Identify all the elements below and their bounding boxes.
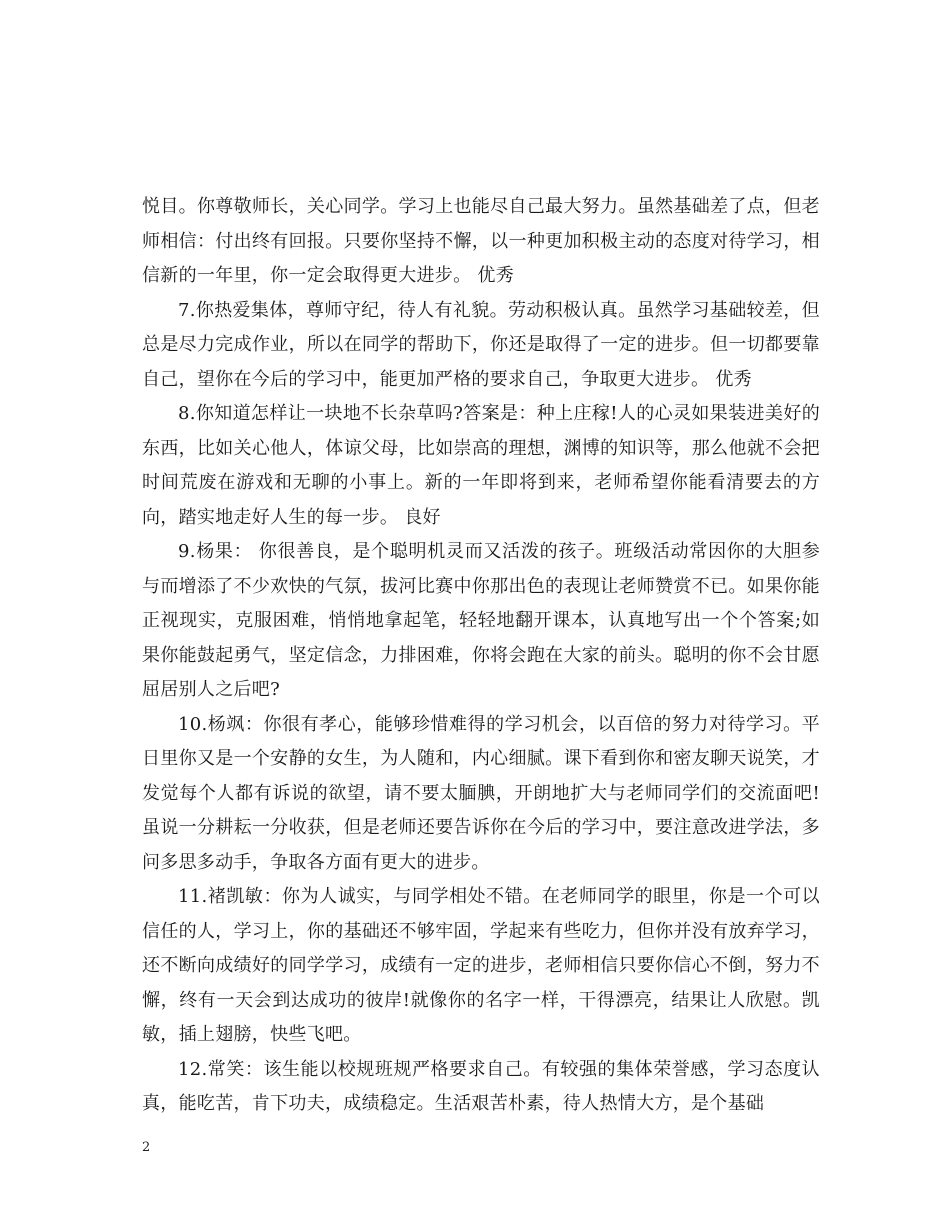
paragraph-continuation: 悦目。你尊敬师长，关心同学。学习上也能尽自己最大努力。虽然基础差了点，但老师相信：付出终有回报。只要你坚持不懈，以一种更加积极主动的态度对待学习，相信新的一年里，你一定会取得更大进步。 优秀 (142, 196, 820, 286)
document-body (142, 190, 820, 1122)
paragraph-item-7: 7.你热爱集体，尊师守纪，待人有礼貌。劳动积极认真。虽然学习基础较差，但总是尽力完成作业，所以在同学的帮助下，你还是取得了一定的进步。但一切都要靠自己，望你在今后的学习中，能更加严格的要求自己，争取更大进步。 优秀 (142, 299, 820, 390)
paragraph-item-9: 9.杨果： 你很善良，是个聪明机灵而又活泼的孩子。班级活动常因你的大胆参与而增添了不少欢快的气氛，拔河比赛中你那出色的表现让老师赞赏不已。如果你能正视现实，克服困难，悄悄地拿起笔，轻轻地翻开课本，认真地写出一个个答案;如果你能鼓起勇气，坚定信念，力排困难，你将会跑在大家的前头。聪明的你不会甘愿屈居别人之后吧? (142, 541, 820, 700)
paragraph-item-11: 11.褚凯敏：你为人诚实，与同学相处不错。在老师同学的眼里，你是一个可以信任的人，学习上，你的基础还不够牢固，学起来有些吃力，但你并没有放弃学习，还不断向成绩好的同学学习，成绩有一定的进步，老师相信只要你信心不倒，努力不懈，终有一天会到达成功的彼岸!就像你的名字一样，干得漂亮，结果让人欣慰。凯敏，插上翅膀，快些飞吧。 (142, 886, 820, 1045)
page-number: 2 (142, 1140, 151, 1155)
paragraph-item-10: 10.杨飒：你很有孝心，能够珍惜难得的学习机会，以百倍的努力对待学习。平日里你又是一个安静的女生，为人随和，内心细腻。课下看到你和密友聊天说笑，才发觉每个人都有诉说的欲望，请不要太腼腆，开朗地扩大与老师同学们的交流面吧!虽说一分耕耘一分收获，但是老师还要告诉你在今后的学习中，要注意改进学法，多问多思多动手，争取各方面有更大的进步。 (142, 713, 820, 873)
paragraph-item-12: 12.常笑：该生能以校规班规严格要求自己。有较强的集体荣誉感，学习态度认真，能吃苦，肯下功夫，成绩稳定。生活艰苦朴素，待人热情大方，是个基础 (142, 1058, 820, 1114)
paragraph-item-8: 8.你知道怎样让一块地不长杂草吗?答案是：种上庄稼!人的心灵如果装进美好的东西，比如关心他人，体谅父母，比如崇高的理想，渊博的知识等，那么他就不会把时间荒废在游戏和无聊的小事上。新的一年即将到来，老师希望你能看清要去的方向，踏实地走好人生的每一步。 良好 (142, 403, 820, 528)
